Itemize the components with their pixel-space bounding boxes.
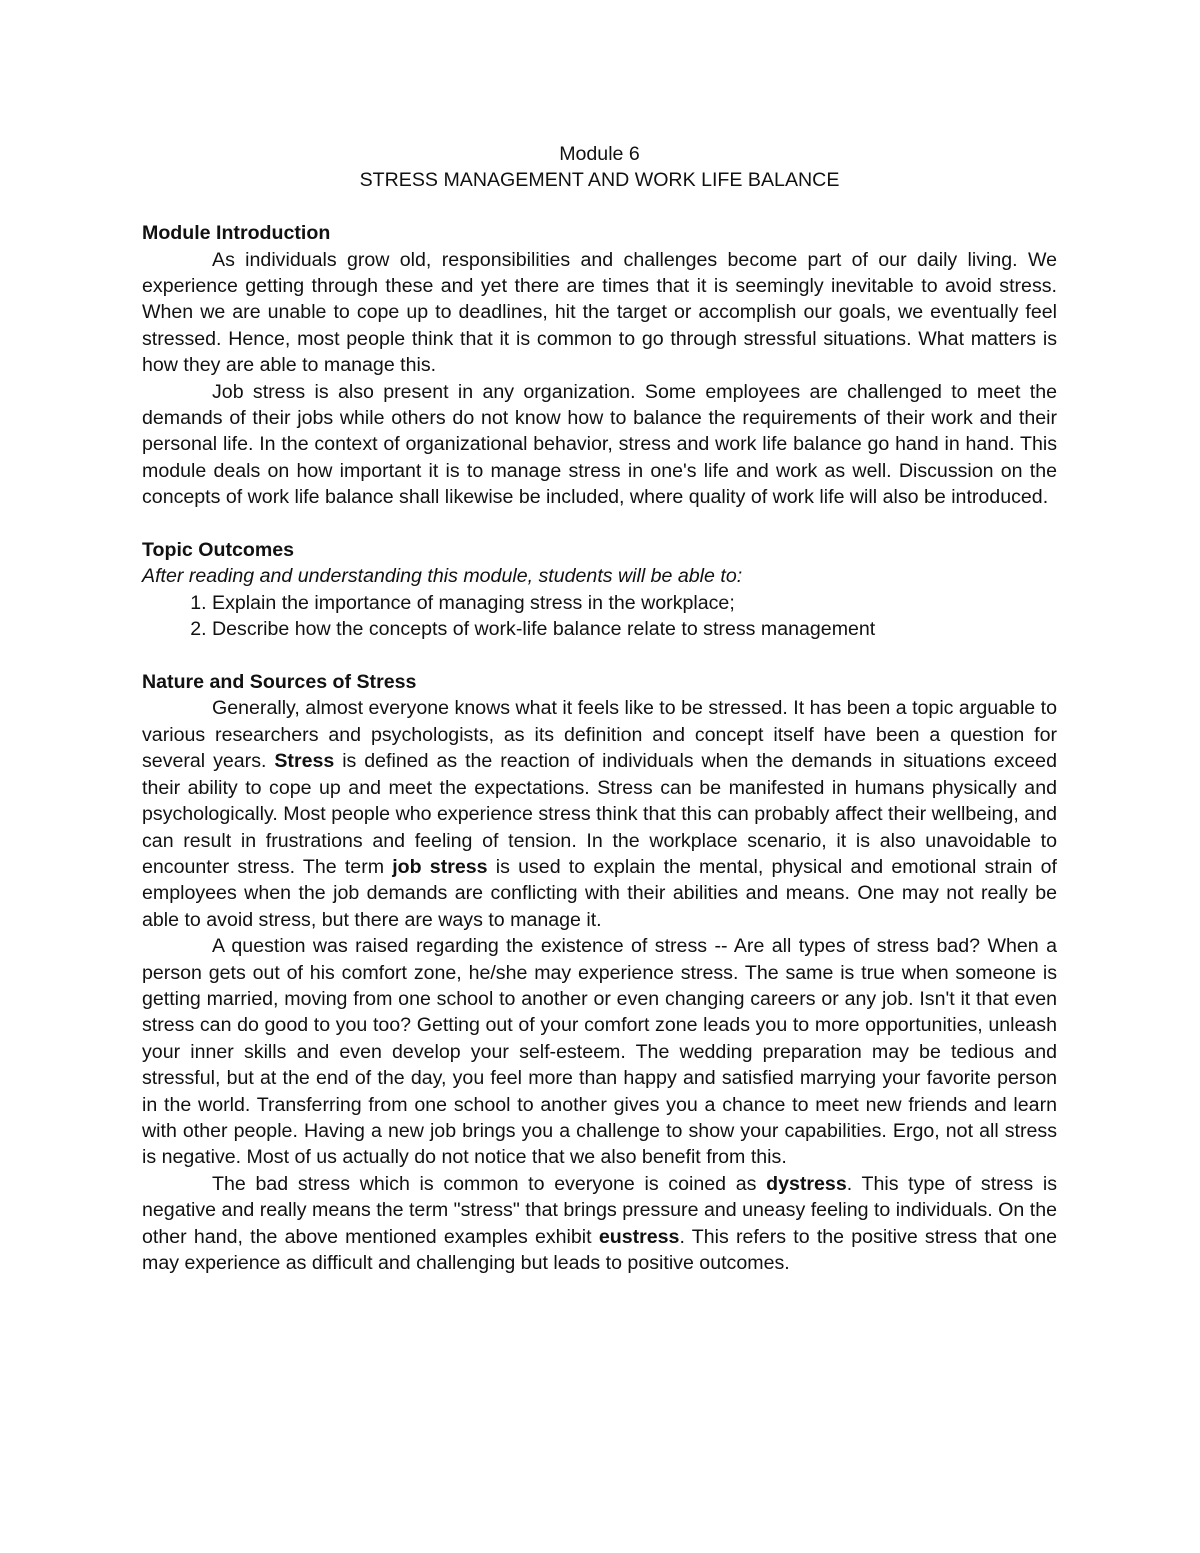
spacer (142, 643, 1057, 669)
nature-p1-text-d: is used to explain the mental, physical and emotional strain of employees when the job demands are conflicting with their abilities and means. One may not really be able to avoid stress, but there are ways to manage it. (142, 855, 1057, 931)
intro-heading: Module Introduction (142, 222, 331, 245)
outcome-item-2: 2. Describe how the concepts of work-life balance relate to stress management (212, 616, 1057, 642)
module-number: Module 6 (559, 143, 640, 165)
outcomes-heading: Topic Outcomes (142, 539, 295, 562)
module-title: STRESS MANAGEMENT AND WORK LIFE BALANCE (359, 169, 840, 192)
nature-paragraph-3 (142, 1171, 1057, 1277)
term-stress: Stress (274, 750, 335, 773)
intro-paragraph-2: Job stress is also present in any organization. Some employees are challenged to meet the demands of their jobs while others do not know how to balance the requirements of their work and their personal life. In the context of organizational behavior, stress and work life balance go hand in hand. This module deals on how important it is to manage stress in one's life and work as well. Discussion on the concepts of work life balance shall likewise be included, where quality of work life will also be introduced. (142, 380, 1057, 509)
outcome-item-1: 1. Explain the importance of managing stress in the workplace; (212, 590, 1057, 616)
intro-paragraph-1: As individuals grow old, responsibilities and challenges become part of our daily living. We experience getting through these and yet there are times that it is seemingly inevitable to avoid stress. When we are unable to cope up to deadlines, hit the target or accomplish our goals, we eventually feel stressed. Hence, most people think that it is common to go through stressful situations. What matters is how they are able to manage this. (142, 248, 1057, 377)
term-job-stress: job stress (392, 855, 488, 878)
nature-p1-text-c: is defined as the reaction of individuals when the demands in situations exceed their ability to cope up and meet the expectations. Stress can be manifested in humans physically and psychologically. Most people who experience stress think that this can probably affect their wellbeing, and can result in frustrations and feeling of tension. In the workplace scenario, it is also unavoidable to encounter stress. The term (142, 750, 1057, 878)
nature-p3-text-c: . This type of stress is negative and really means the term "stress" that brings pressure and uneasy feeling to individuals. On the other hand, the above mentioned examples exhibit (142, 1172, 1058, 1248)
term-dystress: dystress (766, 1172, 847, 1195)
nature-paragraph-1 (142, 695, 1057, 933)
page-content (142, 141, 1057, 1276)
nature-p3-text-a: The bad stress which is common to everyone is coined as (212, 1172, 767, 1195)
nature-p3-text-d: . This refers to the positive stress that one may experience as difficult and challenging but leads to positive outcomes. (142, 1225, 1057, 1275)
spacer (142, 511, 1057, 537)
term-eustress: eustress (598, 1225, 680, 1248)
outcomes-list (142, 590, 1057, 643)
nature-paragraph-2: A question was raised regarding the existence of stress -- Are all types of stress bad? When a person gets out of his comfort zone, he/she may experience stress. The same is true when someone is getting married, moving from one school to another or even changing careers or any job. Isn't it that even stress can do good to you too? Getting out of your comfort zone leads you to more opportunities, unleash your inner skills and even develop your self-esteem. The wedding preparation may be tedious and stressful, but at the end of the day, you feel more than happy and satisfied marrying your favorite person in the world. Transferring from one school to another gives you a chance to meet new friends and learn with other people. Having a new job brings you a challenge to show your capabilities. Ergo, not all stress is negative. Most of us actually do not notice that we also benefit from this. (142, 935, 1057, 1169)
outcomes-lead: After reading and understanding this module, students will be able to: (142, 565, 743, 588)
nature-heading: Nature and Sources of Stress (142, 671, 417, 694)
nature-p1-text-a: Generally, almost everyone knows what it feels like to be stressed. It has been a topic arguable to various researchers and psychologists, as its definition and concept itself have been a question for several years. (142, 697, 1057, 773)
